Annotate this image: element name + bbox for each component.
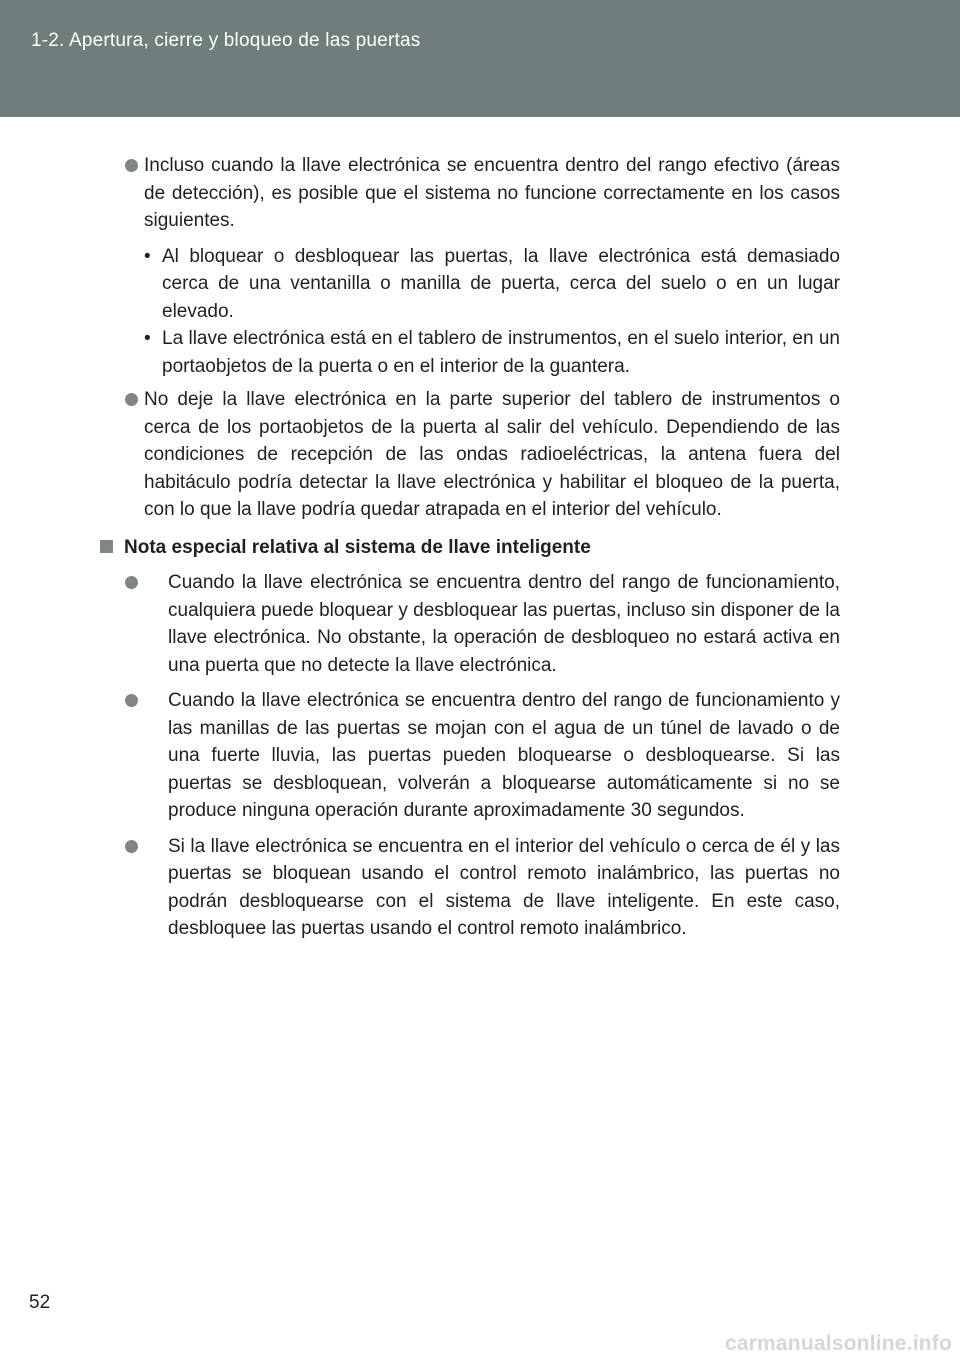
sub-list bbox=[100, 243, 840, 381]
sub-item-text: Al bloquear o desbloquear las puertas, la llave electrónica está demasiado cerca de una ventanilla o manilla de puerta, cerca del suelo o en un lugar elevado. bbox=[162, 245, 840, 322]
sub-item-text: La llave electrónica está en el tablero de instrumentos, en el suelo interior, en un portaobjetos de la puerta o en el interior de la guantera. bbox=[162, 328, 840, 377]
bullet-dot-icon bbox=[125, 393, 138, 406]
list-item bbox=[124, 833, 840, 943]
bullet-dot-icon bbox=[125, 694, 138, 707]
item-text: Si la llave electrónica se encuentra en el interior del vehículo o cerca de él y las puertas se bloquean usando el control remoto inalámbrico, las puertas no podrán desbloquearse con el sistema de llave inteligente. En este caso, desbloquee las puertas usando el control remoto inalámbrico. bbox=[168, 835, 840, 939]
item-text: Cuando la llave electrónica se encuentra dentro del rango de funcionamiento y las manillas de las puertas se mojan con el agua de un túnel de lavado o de una fuerte lluvia, las puertas pueden bloquearse o desbloquearse. Si las puertas se desbloquean, volverán a bloquearse automáticamente si no se produce ninguna operación durante aproximadamente 30 segundos. bbox=[168, 690, 840, 821]
sub-bullet-icon: • bbox=[144, 328, 151, 349]
section-title: 1-2. Apertura, cierre y bloqueo de las puertas bbox=[31, 30, 421, 51]
item-text: Incluso cuando la llave electrónica se encuentra dentro del rango efectivo (áreas de detección), es posible que el sistema no funcione correctamente en los casos siguientes. bbox=[144, 155, 840, 231]
bullet-dot-icon bbox=[125, 840, 138, 853]
section-heading bbox=[100, 534, 840, 562]
watermark: carmanualsonline.info bbox=[724, 1332, 952, 1355]
page-content bbox=[100, 152, 840, 951]
item-text: Cuando la llave electrónica se encuentra dentro del rango de funcionamiento, cualquiera puede bloquear y desbloquear las puertas, incluso sin disponer de la llave electrónica. No obstante, la operación de desbloqueo no estará activa en una puerta que no detecte la llave electrónica. bbox=[168, 572, 840, 676]
sub-list-item bbox=[100, 325, 840, 380]
list-item bbox=[124, 569, 840, 679]
bullet-dot-icon bbox=[125, 576, 138, 589]
section-heading-text: Nota especial relativa al sistema de llave inteligente bbox=[124, 536, 591, 558]
list-item bbox=[100, 152, 840, 235]
list-item bbox=[100, 386, 840, 524]
page-header bbox=[0, 0, 960, 117]
page-number: 52 bbox=[29, 1292, 51, 1313]
list-item bbox=[124, 687, 840, 825]
sub-bullet-icon: • bbox=[144, 245, 151, 267]
sub-list-item bbox=[100, 243, 840, 326]
square-bullet-icon bbox=[100, 540, 113, 553]
item-text: No deje la llave electrónica en la parte superior del tablero de instrumentos o cerca de los portaobjetos de la puerta al salir del vehículo. Dependiendo de las condiciones de recepción de las ondas radioeléctricas, la antena fuera del habitáculo podría detectar la llave electrónica y habilitar el bloqueo de la puerta, con lo que la llave podría quedar atrapada en el interior del vehículo. bbox=[144, 389, 840, 520]
bullet-dot-icon bbox=[125, 159, 138, 172]
